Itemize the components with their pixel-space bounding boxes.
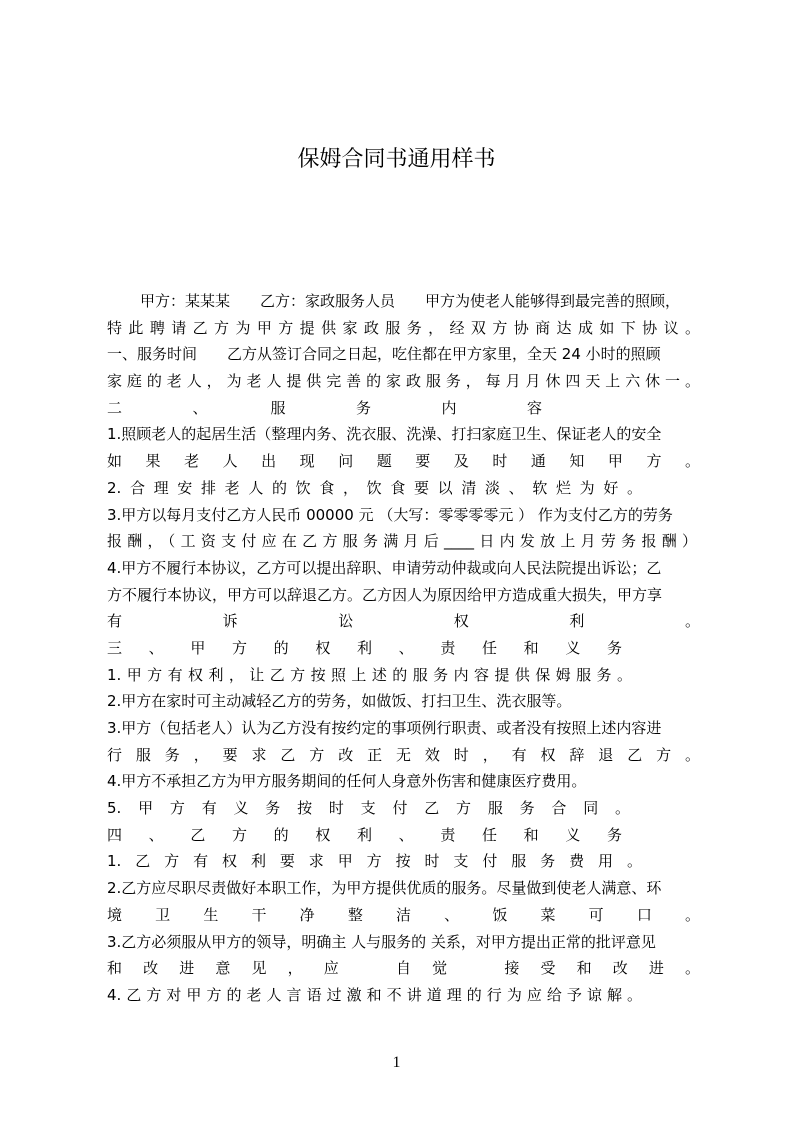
text-line: 行服务，要求乙方改正无效时，有权辞退乙方。 [107,745,700,764]
text-line: 1.乙方有权利要求甲方按时支付服务费用。 [107,852,642,871]
text-line: 甲方：某某某 乙方：家政服务人员 甲方为使老人能够得到最完善的照顾， [140,292,681,310]
text-line: 1.甲方有权利，让乙方按照上述的服务内容提供保姆服务。 [107,665,632,684]
text-line: 2.甲方在家时可主动减轻乙方的劳务，如做饭、打扫卫生、洗衣服等。 [107,692,572,711]
text-line: 特此聘请乙方为甲方提供家政服务，经双方协商达成如下协议。 [107,318,700,337]
text-line: 有诉讼权利。 [107,612,700,631]
text-line: 一、服务时间 乙方从签订合同之日起，吃住都在甲方家里，全天 24 小时的照顾 [107,345,661,364]
text-line: 家庭的老人，为老人提供完善的家政服务，每月月休四天上六休一。 [107,372,700,391]
text-line: 4.乙方对甲方的老人言语过激和不讲道理的行为应给予谅解。 [107,985,642,1004]
section-heading: 三、甲方的权利、责任和义务 [107,638,622,657]
text-line: 3.甲方以每月支付乙方人民币 00000 元 （大写：零零零零元 ） 作为支付乙方的劳务 [107,505,673,524]
page-number: 1 [392,1054,401,1071]
text-line: 1.照顾老人的起居生活（整理内务、洗衣服、洗澡、打扫家庭卫生、保证老人的安全 [107,425,662,444]
text-line: 和改进意见，应 自觉 接受和改进。 [107,959,700,978]
text-line: 如果老人出现问题要及时通知甲方。 [107,452,700,471]
section-heading: 四、乙方的权利、责任和义务 [107,825,622,844]
text-line: 4.甲方不承担乙方为甲方服务期间的任何人身意外伤害和健康医疗费用。 [107,772,587,791]
text-line: 2.合理安排老人的饮食，饮食要以清淡、软烂为好。 [107,478,642,497]
document-title: 保姆合同书通用样书 [297,147,496,172]
text-line: 报酬，（工资支付应在乙方服务满月后____日内发放上月劳务报酬） [107,532,697,551]
text-line: 3.乙方必须服从甲方的领导，明确主 人与服务的 关系，对甲方提出正常的批评意见 [107,932,656,951]
text-line: 3.甲方（包括老人）认为乙方没有按约定的事项例行职责、或者没有按照上述内容进 [107,719,662,737]
text-line: 4.甲方不履行本协议，乙方可以提出辞职、申请劳动仲裁或向人民法院提出诉讼；乙 [107,558,662,577]
text-line: 境卫生干净整洁、饭菜可口。 [107,905,700,924]
section-heading: 二 、 服 务 内 容 [107,398,542,417]
document-body [107,288,700,1009]
text-line: 5.甲方有义务按时支付乙方服务合同。 [107,799,630,818]
text-line: 方不履行本协议，甲方可以辞退乙方。乙方因人为原因给甲方造成重大损失，甲方享 [107,585,663,604]
text-line: 2.乙方应尽职尽责做好本职工作，为甲方提供优质的服务。尽量做到使老人满意、环 [107,879,662,898]
